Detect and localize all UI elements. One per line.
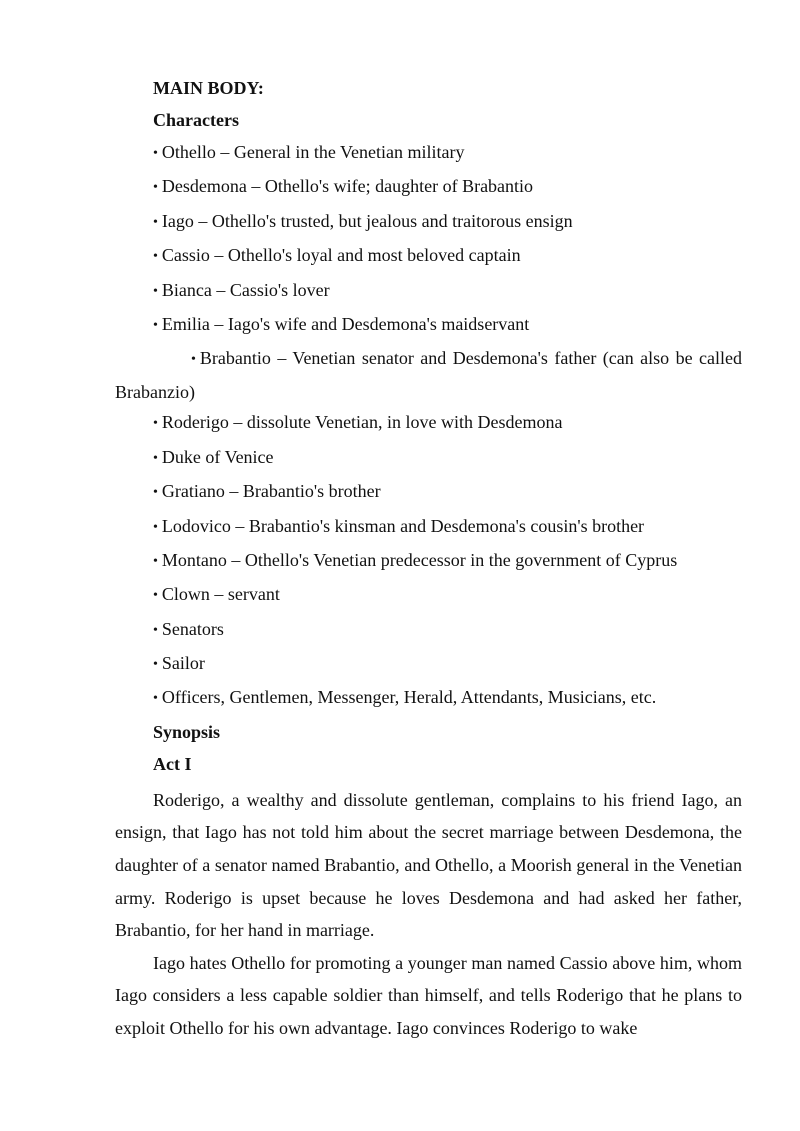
bullet-icon: • xyxy=(153,622,158,638)
character-item xyxy=(115,342,742,408)
bullet-icon: • xyxy=(153,249,158,265)
synopsis-heading: Synopsis xyxy=(153,721,221,742)
character-item xyxy=(115,410,742,436)
character-text: Brabantio – Venetian senator and Desdemona's father (can also be called Brabanzio) xyxy=(115,348,742,403)
character-text: Emilia – Iago's wife and Desdemona's maidservant xyxy=(161,313,530,334)
bullet-icon: • xyxy=(153,416,158,432)
character-text: Gratiano – Brabantio's brother xyxy=(161,481,381,502)
character-item xyxy=(115,479,742,505)
bullet-icon: • xyxy=(153,519,158,535)
character-text: Othello – General in the Venetian military xyxy=(161,142,465,162)
character-text: Montano – Othello's Venetian predecessor in the government of Cyprus xyxy=(161,549,678,570)
document-content xyxy=(115,76,742,1045)
bullet-icon: • xyxy=(153,553,158,569)
character-item xyxy=(115,174,742,200)
bullet-icon: • xyxy=(153,485,158,501)
bullet-icon: • xyxy=(191,352,196,368)
character-text: Desdemona – Othello's wife; daughter of Brabantio xyxy=(161,176,534,197)
bullet-icon: • xyxy=(153,214,158,230)
character-text: Officers, Gentlemen, Messenger, Herald, Attendants, Musicians, etc. xyxy=(161,687,657,708)
bullet-icon: • xyxy=(153,691,158,707)
character-text: Bianca – Cassio's lover xyxy=(161,279,330,300)
characters-list xyxy=(115,140,742,711)
character-item xyxy=(115,651,742,677)
character-text: Lodovico – Brabantio's kinsman and Desdemona's cousin's brother xyxy=(161,515,645,536)
characters-heading: Characters xyxy=(153,110,239,130)
character-text: Duke of Venice xyxy=(161,446,274,467)
character-item xyxy=(115,582,742,608)
character-item xyxy=(115,312,742,338)
body-paragraph: Roderigo, a wealthy and dissolute gentleman, complains to his friend Iago, an ensign, that Iago has not told him about the secret marriage between Desdemona, the daughter of a senator named Brabantio, and Othello, a Moorish general in the Venetian army. Roderigo is upset because he loves Desdemona and had asked her father, Brabantio, for her hand in marriage. xyxy=(115,789,742,941)
character-text: Clown – servant xyxy=(161,584,280,605)
character-item xyxy=(115,278,742,304)
character-item xyxy=(115,243,742,269)
bullet-icon: • xyxy=(153,283,158,299)
character-item xyxy=(115,445,742,471)
character-text: Senators xyxy=(161,618,224,639)
character-item xyxy=(115,209,742,235)
character-text: Iago – Othello's trusted, but jealous and traitorous ensign xyxy=(161,210,573,231)
body-paragraph: Iago hates Othello for promoting a younger man named Cassio above him, whom Iago considers a less capable soldier than himself, and tells Roderigo that he plans to exploit Othello for his own advantage. Iago convinces Roderigo to wake xyxy=(115,952,742,1039)
bullet-icon: • xyxy=(153,180,158,196)
character-text: Cassio – Othello's loyal and most beloved captain xyxy=(161,245,521,266)
character-text: Roderigo – dissolute Venetian, in love with Desdemona xyxy=(161,412,563,433)
bullet-icon: • xyxy=(153,146,158,161)
bullet-icon: • xyxy=(153,657,158,673)
character-item xyxy=(115,140,742,166)
character-item xyxy=(115,685,742,711)
character-text: Sailor xyxy=(161,653,205,674)
main-body-heading: MAIN BODY: xyxy=(153,78,264,98)
bullet-icon: • xyxy=(153,588,158,604)
character-item xyxy=(115,514,742,540)
bullet-icon: • xyxy=(153,317,158,333)
character-item xyxy=(115,548,742,574)
bullet-icon: • xyxy=(153,450,158,466)
character-item xyxy=(115,617,742,643)
act-heading: Act I xyxy=(153,753,192,774)
